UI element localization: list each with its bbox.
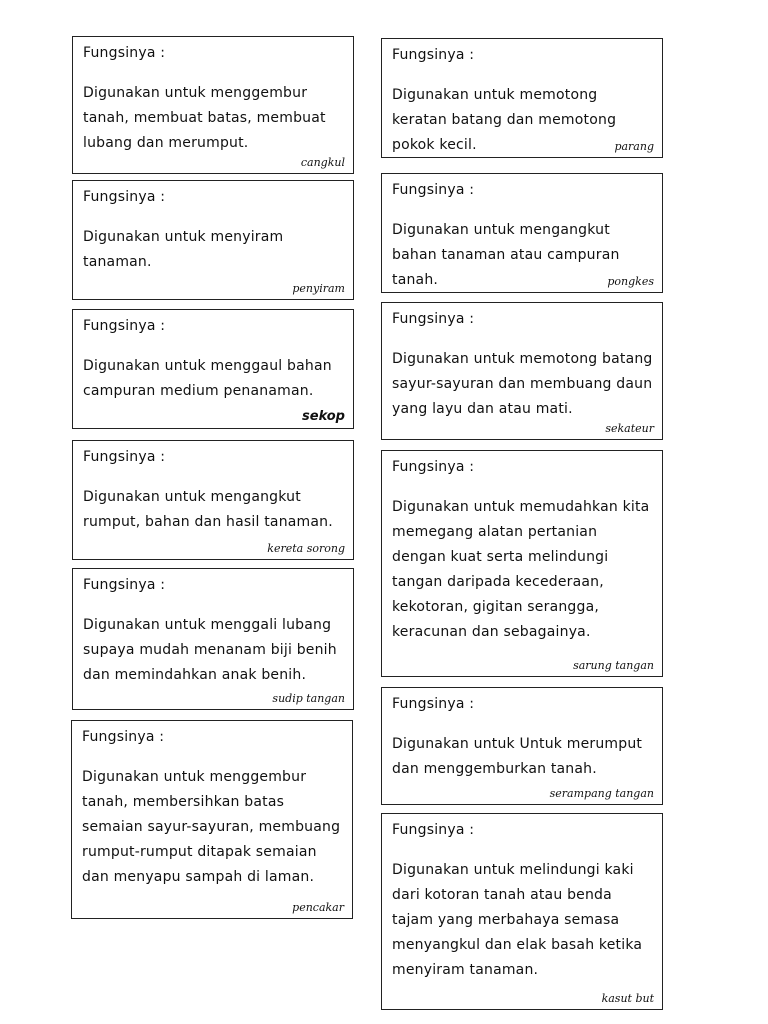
card-heading: Fungsinya :: [82, 729, 165, 745]
card-sudip-tangan: [72, 568, 354, 710]
card-kasut-but: [381, 813, 663, 1010]
card-description: Digunakan untuk mengangkut bahan tanaman atau campuran tanah.: [392, 222, 620, 288]
card-heading: Fungsinya :: [392, 182, 475, 198]
card-description: Digunakan untuk menggembur tanah, membuat batas, membuat lubang dan merumput.: [83, 85, 326, 151]
card-description: Digunakan untuk menggembur tanah, membersihkan batas semaian sayur-sayuran, membuang rumput-rumput ditapak semaian dan menyapu sampah di laman.: [82, 769, 341, 885]
card-heading: Fungsinya :: [83, 189, 166, 205]
card-pencakar: [71, 720, 353, 919]
card-heading: Fungsinya :: [83, 318, 166, 334]
tool-name: pongkes: [607, 275, 654, 288]
tool-name: cangkul: [300, 156, 345, 169]
tool-name: parang: [614, 140, 654, 153]
card-heading: Fungsinya :: [83, 449, 166, 465]
card-kereta-sorong: [72, 440, 354, 560]
card-heading: Fungsinya :: [392, 311, 475, 327]
card-heading: Fungsinya :: [83, 45, 166, 61]
card-parang: [381, 38, 663, 158]
card-description: Digunakan untuk mengangkut rumput, bahan dan hasil tanaman.: [83, 489, 333, 530]
tool-name: kereta sorong: [267, 542, 345, 555]
card-description: Digunakan untuk menggali lubang supaya mudah menanam biji benih dan memindahkan anak benih.: [83, 617, 337, 683]
card-description: Digunakan untuk memudahkan kita memegang alatan pertanian dengan kuat serta melindungi tangan daripada kecederaan, kekotoran, gigitan serangga, keracunan dan sebagainya.: [392, 499, 650, 640]
tool-name: pencakar: [292, 901, 344, 914]
card-pongkes: [381, 173, 663, 293]
tool-name: sudip tangan: [272, 692, 345, 705]
card-sarung-tangan: [381, 450, 663, 677]
card-sekop: [72, 309, 354, 429]
tool-name: sekop: [302, 409, 345, 424]
card-description: Digunakan untuk Untuk merumput dan menggemburkan tanah.: [392, 736, 643, 777]
card-description: Digunakan untuk memotong batang sayur-sayuran dan membuang daun yang layu dan atau mati.: [392, 351, 653, 417]
card-sekateur: [381, 302, 663, 440]
card-serampang-tangan: [381, 687, 663, 805]
card-heading: Fungsinya :: [392, 696, 475, 712]
tool-name: sekateur: [605, 422, 654, 435]
tool-name: serampang tangan: [549, 787, 654, 800]
tool-name: penyiram: [292, 282, 345, 295]
card-description: Digunakan untuk menggaul bahan campuran medium penanaman.: [83, 358, 332, 399]
card-heading: Fungsinya :: [392, 822, 475, 838]
card-description: Digunakan untuk memotong keratan batang dan memotong pokok kecil.: [392, 87, 617, 153]
card-heading: Fungsinya :: [392, 459, 475, 475]
card-description: Digunakan untuk melindungi kaki dari kotoran tanah atau benda tajam yang merbahaya semasa menyangkul dan elak basah ketika menyiram tanaman.: [392, 862, 643, 978]
card-description: Digunakan untuk menyiram tanaman.: [83, 229, 284, 270]
card-penyiram: [72, 180, 354, 300]
tool-name: kasut but: [601, 992, 654, 1005]
card-heading: Fungsinya :: [83, 577, 166, 593]
card-cangkul: [72, 36, 354, 174]
tool-name: sarung tangan: [573, 659, 654, 672]
card-heading: Fungsinya :: [392, 47, 475, 63]
